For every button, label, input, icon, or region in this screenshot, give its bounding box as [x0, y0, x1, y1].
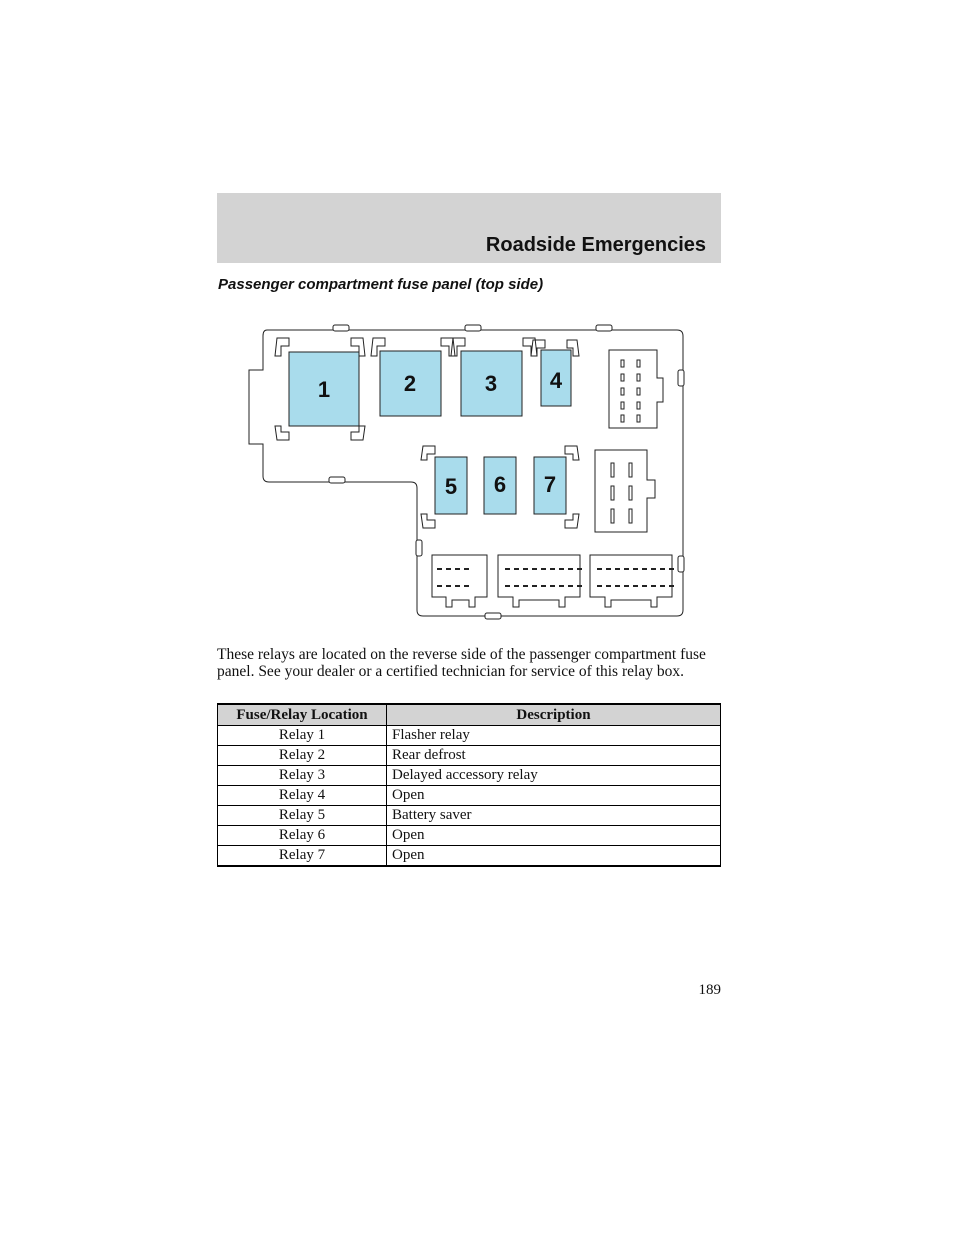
header-description: Description — [387, 704, 721, 726]
connector-pin — [568, 585, 573, 587]
cell-description: Open — [387, 786, 721, 806]
connector-pin — [559, 585, 564, 587]
cell-location: Relay 2 — [218, 746, 387, 766]
connector-pin — [642, 585, 647, 587]
connector-pin — [615, 568, 620, 570]
connector-pin — [660, 585, 665, 587]
cell-location: Relay 6 — [218, 826, 387, 846]
cell-description: Open — [387, 826, 721, 846]
cell-location: Relay 7 — [218, 846, 387, 867]
cell-description: Delayed accessory relay — [387, 766, 721, 786]
cell-location: Relay 5 — [218, 806, 387, 826]
connector-pin — [550, 568, 555, 570]
connector-pin — [505, 585, 510, 587]
connector-pin — [633, 568, 638, 570]
svg-text:4: 4 — [549, 368, 563, 393]
connector-pin — [464, 568, 469, 570]
header-band — [217, 193, 721, 263]
table-row — [218, 786, 721, 806]
connector-pin — [669, 568, 674, 570]
connector-pin — [505, 568, 510, 570]
table-row — [218, 746, 721, 766]
svg-text:6: 6 — [493, 472, 507, 497]
relay-1 — [289, 352, 359, 426]
connector-upper-right — [609, 350, 663, 428]
connector-pin — [606, 568, 611, 570]
connector-pin — [669, 585, 674, 587]
connector-pin — [523, 585, 528, 587]
connector-pin — [455, 568, 460, 570]
cell-location: Relay 3 — [218, 766, 387, 786]
connector-pin — [597, 585, 602, 587]
svg-text:3: 3 — [484, 371, 498, 396]
fuse-panel-diagram — [247, 322, 689, 620]
connector-pin — [577, 568, 582, 570]
table-row — [218, 726, 721, 746]
relay-7 — [534, 457, 566, 514]
connector-pin — [541, 568, 546, 570]
table-row — [218, 846, 721, 867]
cell-description: Flasher relay — [387, 726, 721, 746]
connector-pin — [651, 585, 656, 587]
svg-text:2: 2 — [403, 371, 417, 396]
connector-pin — [615, 585, 620, 587]
cell-description: Rear defrost — [387, 746, 721, 766]
table-row — [218, 826, 721, 846]
connector-bottom-2 — [498, 555, 580, 607]
cell-description: Open — [387, 846, 721, 867]
page-number: 189 — [698, 982, 721, 998]
relay-2 — [380, 351, 441, 416]
connector-pin — [550, 585, 555, 587]
connector-pin — [514, 585, 519, 587]
connector-pin — [597, 568, 602, 570]
relay-3 — [461, 351, 522, 416]
connector-pin — [642, 568, 647, 570]
connector-pin — [568, 568, 573, 570]
table-row — [218, 766, 721, 786]
connector-bottom-1 — [432, 555, 487, 607]
svg-text:1: 1 — [317, 377, 331, 402]
connector-pin — [464, 585, 469, 587]
relay-6 — [484, 457, 516, 514]
cell-description: Battery saver — [387, 806, 721, 826]
connector-pin — [523, 568, 528, 570]
connector-pin — [514, 568, 519, 570]
header-location: Fuse/Relay Location — [218, 704, 387, 726]
cell-location: Relay 1 — [218, 726, 387, 746]
connector-pin — [633, 585, 638, 587]
connector-pin — [446, 585, 451, 587]
table-row — [218, 806, 721, 826]
intro-paragraph: These relays are located on the reverse side of the passenger compartment fuse panel. See your dealer or a certified technician for service of this relay box. — [217, 646, 706, 680]
connector-pin — [455, 585, 460, 587]
relay-table — [217, 703, 721, 867]
svg-text:7: 7 — [543, 472, 557, 497]
svg-text:5: 5 — [444, 474, 458, 499]
connector-pin — [624, 568, 629, 570]
connector-pin — [660, 568, 665, 570]
section-subtitle: Passenger compartment fuse panel (top side) — [218, 276, 544, 293]
connector-pin — [532, 568, 537, 570]
connector-pin — [532, 585, 537, 587]
connector-pin — [624, 585, 629, 587]
connector-pin — [541, 585, 546, 587]
connector-pin — [437, 568, 442, 570]
table-header-row — [218, 704, 721, 726]
connector-middle-right — [595, 450, 655, 532]
connector-pin — [559, 568, 564, 570]
relay-5 — [435, 457, 467, 514]
connector-pin — [437, 585, 442, 587]
connector-pin — [606, 585, 611, 587]
connector-pin — [651, 568, 656, 570]
connector-bottom-3 — [590, 555, 672, 607]
connector-pins — [437, 568, 674, 587]
relay-4 — [541, 350, 571, 406]
cell-location: Relay 4 — [218, 786, 387, 806]
connector-pin — [446, 568, 451, 570]
page-title: Roadside Emergencies — [485, 234, 706, 256]
connector-pin — [577, 585, 582, 587]
